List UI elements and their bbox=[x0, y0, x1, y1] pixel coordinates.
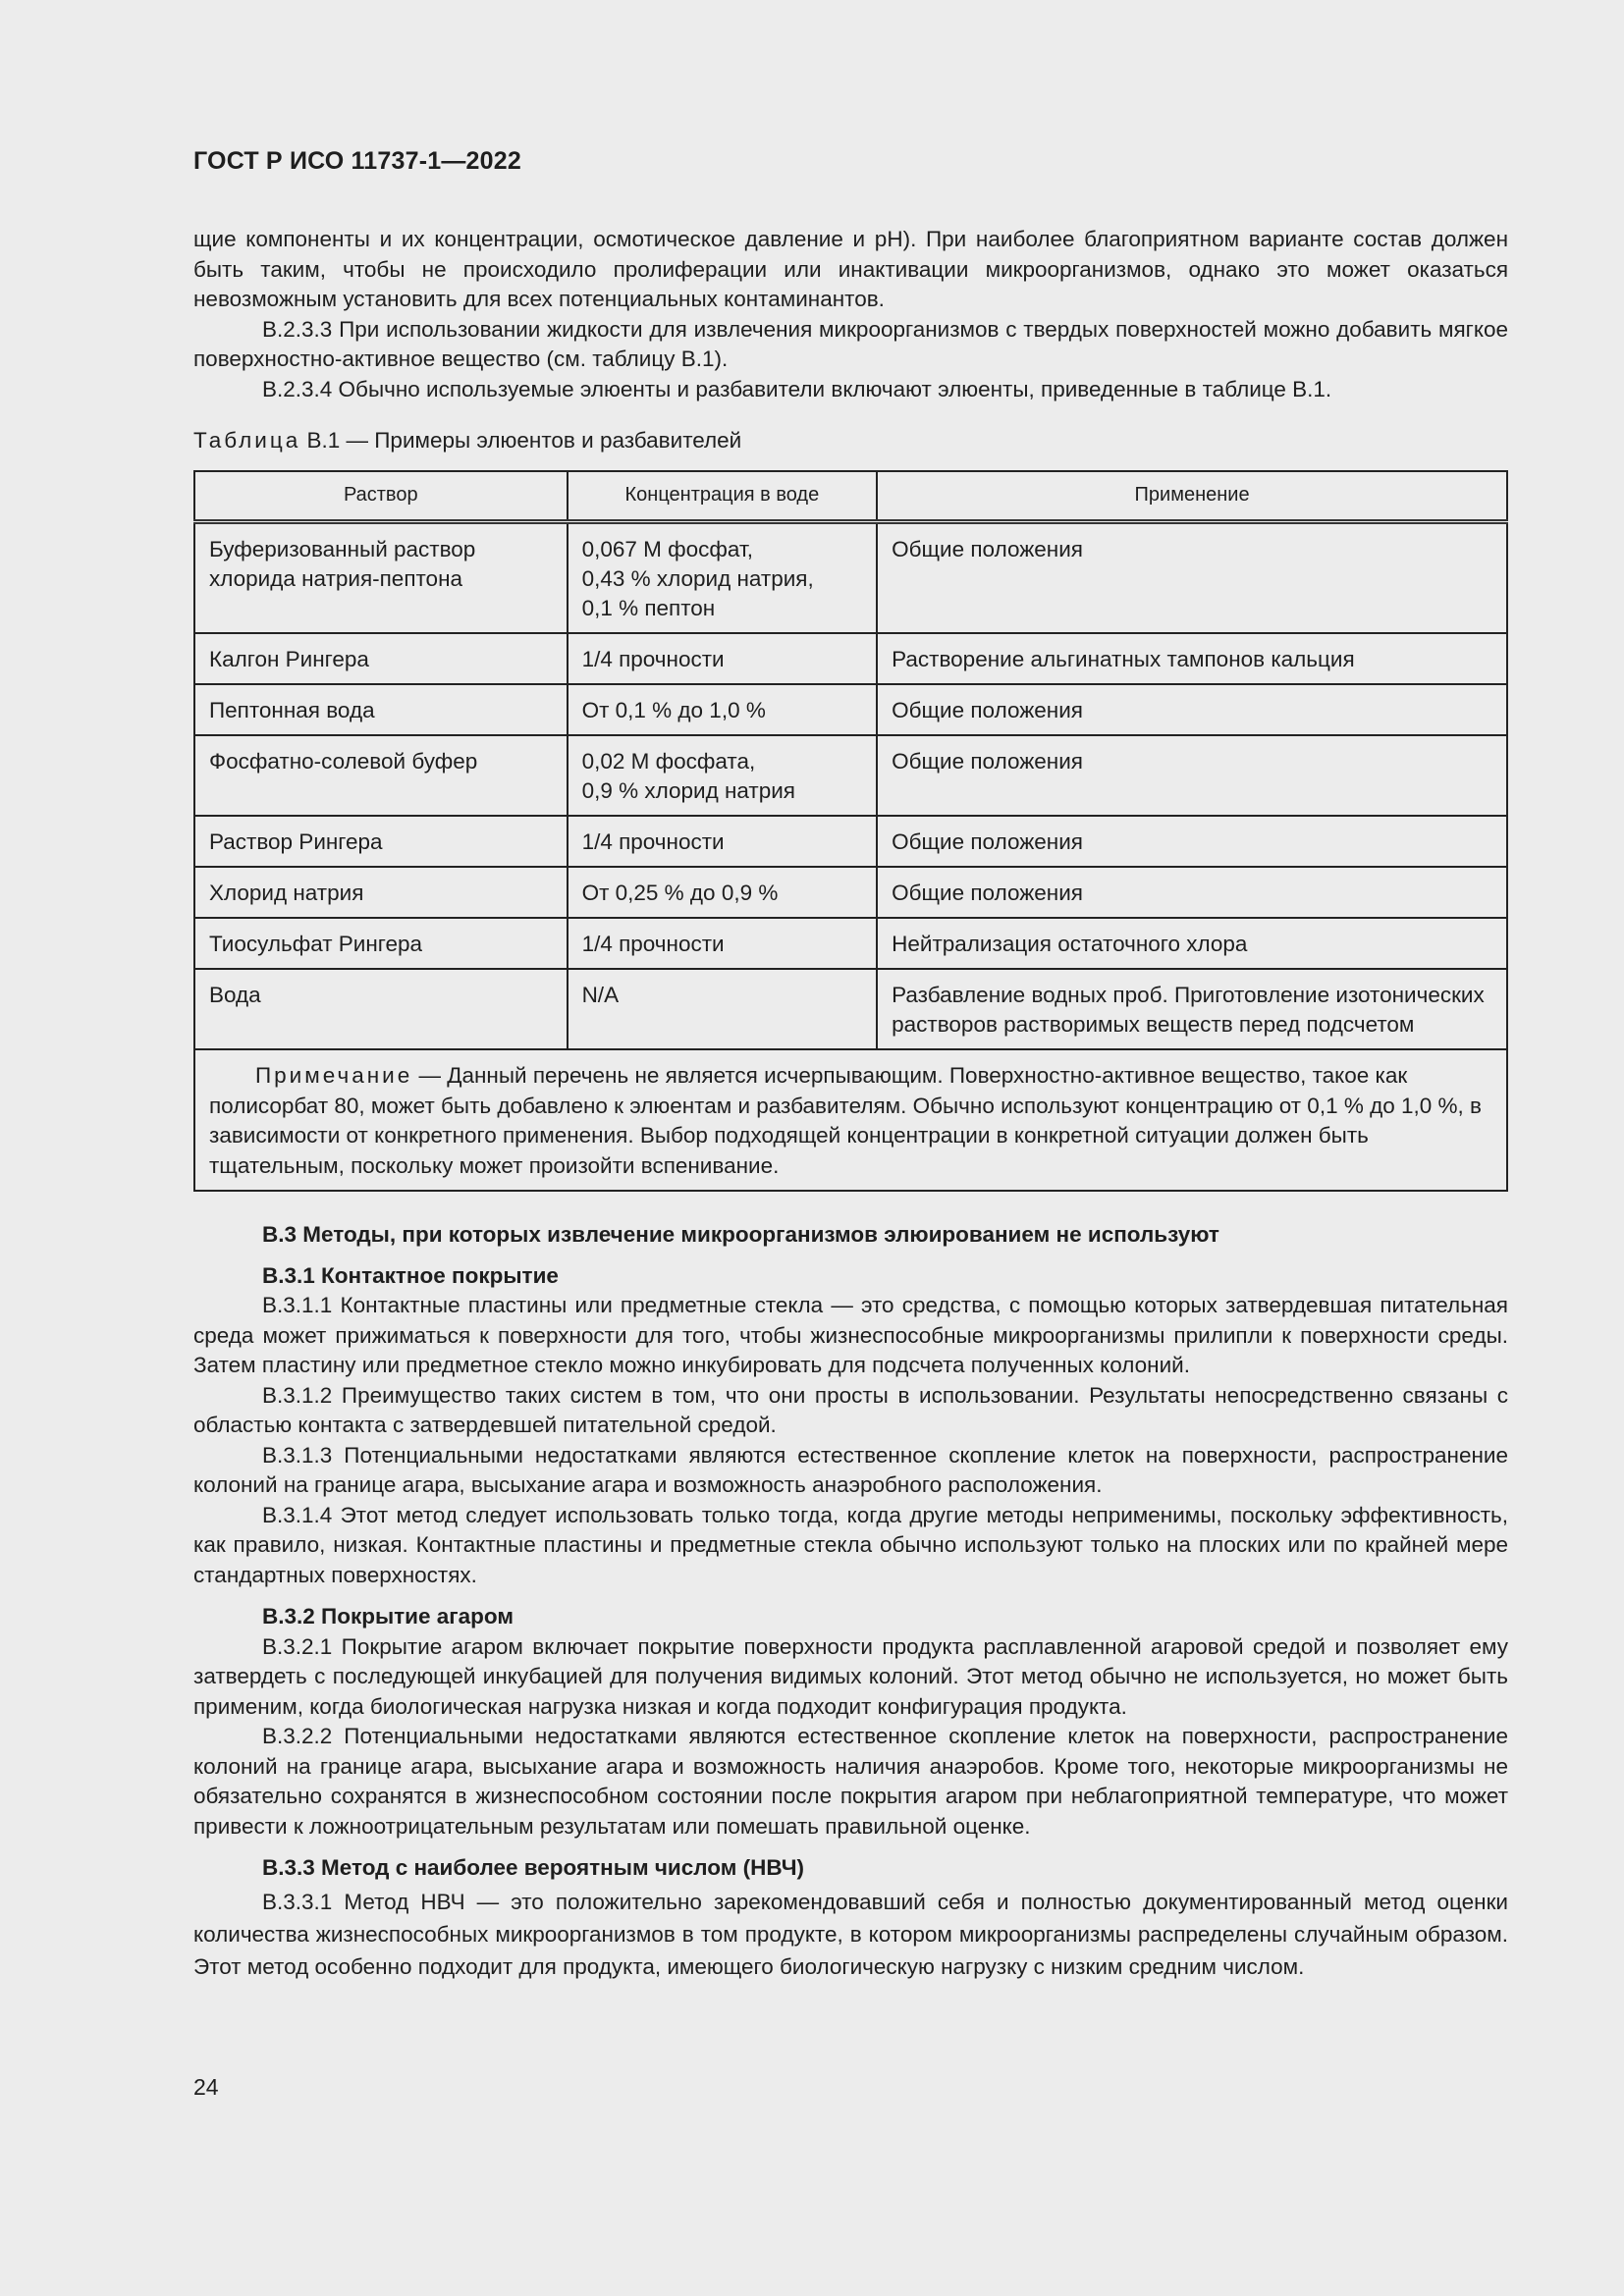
table-note-row bbox=[194, 1049, 1507, 1191]
note-text: — Данный перечень не является исчерпывающим. Поверхностно-активное вещество, такое как полисорбат 80, может быть добавлено к элюентам и разбавителям. Обычно используют концентрацию от 0,1 % до 1,0 %, в зависимости от конкретного применения. Выбор подходящей концентрации в конкретной ситуации должен быть тщательным, поскольку может произойти вспенивание. bbox=[209, 1063, 1482, 1178]
note-label: Примечание bbox=[255, 1063, 413, 1088]
table-caption-word: Таблица bbox=[193, 428, 301, 453]
cell-concentration bbox=[568, 735, 878, 816]
table-row bbox=[194, 918, 1507, 969]
concentration-line: N/A bbox=[581, 983, 620, 1007]
cell-solution: Пептонная вода bbox=[194, 684, 568, 735]
paragraph-b314: В.3.1.4 Этот метод следует использовать только тогда, когда другие методы неприменимы, поскольку эффективность, как правило, низкая. Контактные пластины и предметные стекла обычно используют только на плоских или по крайней мере стандартных поверхностях. bbox=[193, 1502, 1508, 1587]
cell-application: Растворение альгинатных тампонов кальция bbox=[877, 633, 1507, 684]
document-header: ГОСТ Р ИСО 11737-1—2022 bbox=[193, 147, 521, 175]
paragraph-b233: В.2.3.3 При использовании жидкости для извлечения микроорганизмов с твердых поверхностей можно добавить мягкое поверхностно-активное вещество (см. таблицу В.1). bbox=[193, 316, 1508, 371]
cell-solution: Вода bbox=[194, 969, 568, 1049]
table-row bbox=[194, 735, 1507, 816]
paragraph-b322: В.3.2.2 Потенциальными недостатками являются естественное скопление клеток на поверхности, распространение колоний на границе агара, высыхание агара и возможность наличия анаэробов. Кроме того, некоторые микроорганизмы не обязательно сохранятся в жизнеспособном состоянии после покрытия агаром при неблагоприятной температуре, что может привести к ложноотрицательным результатам или помешать правильной оценке. bbox=[193, 1724, 1508, 1839]
paragraph-b331: В.3.3.1 Метод НВЧ — это положительно зарекомендовавший себя и полностью документированный метод оценки количества жизнеспособных микроорганизмов в том продукте, в котором микроорганизмы распределены случайным образом. Этот метод особенно подходит для продукта, имеющего биологическую нагрузку с низким средним числом. bbox=[193, 1889, 1508, 1979]
cell-application: Общие положения bbox=[877, 735, 1507, 816]
concentration-line: 0,1 % пептон bbox=[581, 596, 716, 620]
table-row bbox=[194, 522, 1507, 634]
cell-solution: Фосфатно-солевой буфер bbox=[194, 735, 568, 816]
concentration-line: От 0,1 % до 1,0 % bbox=[581, 698, 766, 722]
cell-solution: Буферизованный раствор хлорида натрия-пептона bbox=[194, 522, 568, 634]
table-note bbox=[194, 1049, 1507, 1191]
cell-application: Общие положения bbox=[877, 867, 1507, 918]
cell-concentration bbox=[568, 522, 878, 634]
intro-text bbox=[193, 225, 1508, 404]
page-number: 24 bbox=[193, 2074, 219, 2100]
concentration-line: 1/4 прочности bbox=[581, 932, 725, 956]
paragraph-b234: В.2.3.4 Обычно используемые элюенты и разбавители включают элюенты, приведенные в таблице В.1. bbox=[262, 376, 1332, 401]
cell-solution: Калгон Рингера bbox=[194, 633, 568, 684]
cell-concentration bbox=[568, 633, 878, 684]
cell-concentration bbox=[568, 684, 878, 735]
table-row bbox=[194, 867, 1507, 918]
cell-solution: Раствор Рингера bbox=[194, 816, 568, 867]
table-row bbox=[194, 816, 1507, 867]
cell-application: Общие положения bbox=[877, 522, 1507, 634]
cell-application: Нейтрализация остаточного хлора bbox=[877, 918, 1507, 969]
concentration-line: От 0,25 % до 0,9 % bbox=[581, 881, 779, 905]
section-b3 bbox=[193, 1220, 1508, 1983]
concentration-line: 0,067 М фосфат, bbox=[581, 537, 753, 561]
intro-continuation: щие компоненты и их концентрации, осмотическое давление и pH). При наиболее благоприятном варианте состав должен быть таким, чтобы не происходило пролиферации или инактивации микроорганизмов, однако это может оказаться невозможным установить для всех потенциальных контаминантов. bbox=[193, 227, 1508, 311]
paragraph-b312: В.3.1.2 Преимущество таких систем в том, что они просты в использовании. Результаты непосредственно связаны с областью контакта с затвердевшей питательной средой. bbox=[193, 1382, 1508, 1437]
cell-application: Общие положения bbox=[877, 684, 1507, 735]
table-row bbox=[194, 684, 1507, 735]
header-solution: Раствор bbox=[194, 471, 568, 522]
concentration-line: 0,9 % хлорид натрия bbox=[581, 778, 795, 803]
cell-application: Общие положения bbox=[877, 816, 1507, 867]
table-caption bbox=[193, 428, 741, 454]
cell-concentration bbox=[568, 816, 878, 867]
heading-b31: В.3.1 Контактное покрытие bbox=[262, 1262, 559, 1288]
cell-solution: Хлорид натрия bbox=[194, 867, 568, 918]
heading-b3: В.3 Методы, при которых извлечение микроорганизмов элюированием не используют bbox=[262, 1222, 1219, 1247]
concentration-line: 0,02 М фосфата, bbox=[581, 749, 756, 774]
header-concentration: Концентрация в воде bbox=[568, 471, 878, 522]
table-caption-title: В.1 — Примеры элюентов и разбавителей bbox=[300, 428, 742, 453]
cell-concentration bbox=[568, 969, 878, 1049]
header-application: Применение bbox=[877, 471, 1507, 522]
table-row bbox=[194, 969, 1507, 1049]
paragraph-b321: В.3.2.1 Покрытие агаром включает покрытие поверхности продукта расплавленной агаровой средой и позволяет ему затвердеть с последующей инкубацией для получения видимых колоний. Этот метод обычно не используется, но может быть применим, когда биологическая нагрузка низкая и когда подходит конфигурация продукта. bbox=[193, 1633, 1508, 1719]
eluents-table bbox=[193, 470, 1508, 1192]
cell-solution: Тиосульфат Рингера bbox=[194, 918, 568, 969]
concentration-line: 1/4 прочности bbox=[581, 829, 725, 854]
heading-b33: В.3.3 Метод с наиболее вероятным числом (НВЧ) bbox=[262, 1855, 805, 1880]
paragraph-b311: В.3.1.1 Контактные пластины или предметные стекла — это средства, с помощью которых затвердевшая питательная среда может прижиматься к поверхности для того, чтобы жизнеспособные микроорганизмы прилипли к поверхности среды. Затем пластину или предметное стекло можно инкубировать для подсчета полученных колоний. bbox=[193, 1293, 1508, 1377]
paragraph-b313: В.3.1.3 Потенциальными недостатками являются естественное скопление клеток на поверхности, распространение колоний на границе агара, высыхание агара и возможность анаэробного расположения. bbox=[193, 1442, 1508, 1497]
concentration-line: 1/4 прочности bbox=[581, 647, 725, 671]
cell-application: Разбавление водных проб. Приготовление изотонических растворов растворимых веществ перед подсчетом bbox=[877, 969, 1507, 1049]
concentration-line: 0,43 % хлорид натрия, bbox=[581, 566, 814, 591]
table-header-row bbox=[194, 471, 1507, 522]
cell-concentration bbox=[568, 918, 878, 969]
heading-b32: В.3.2 Покрытие агаром bbox=[262, 1604, 514, 1629]
cell-concentration bbox=[568, 867, 878, 918]
table-row bbox=[194, 633, 1507, 684]
